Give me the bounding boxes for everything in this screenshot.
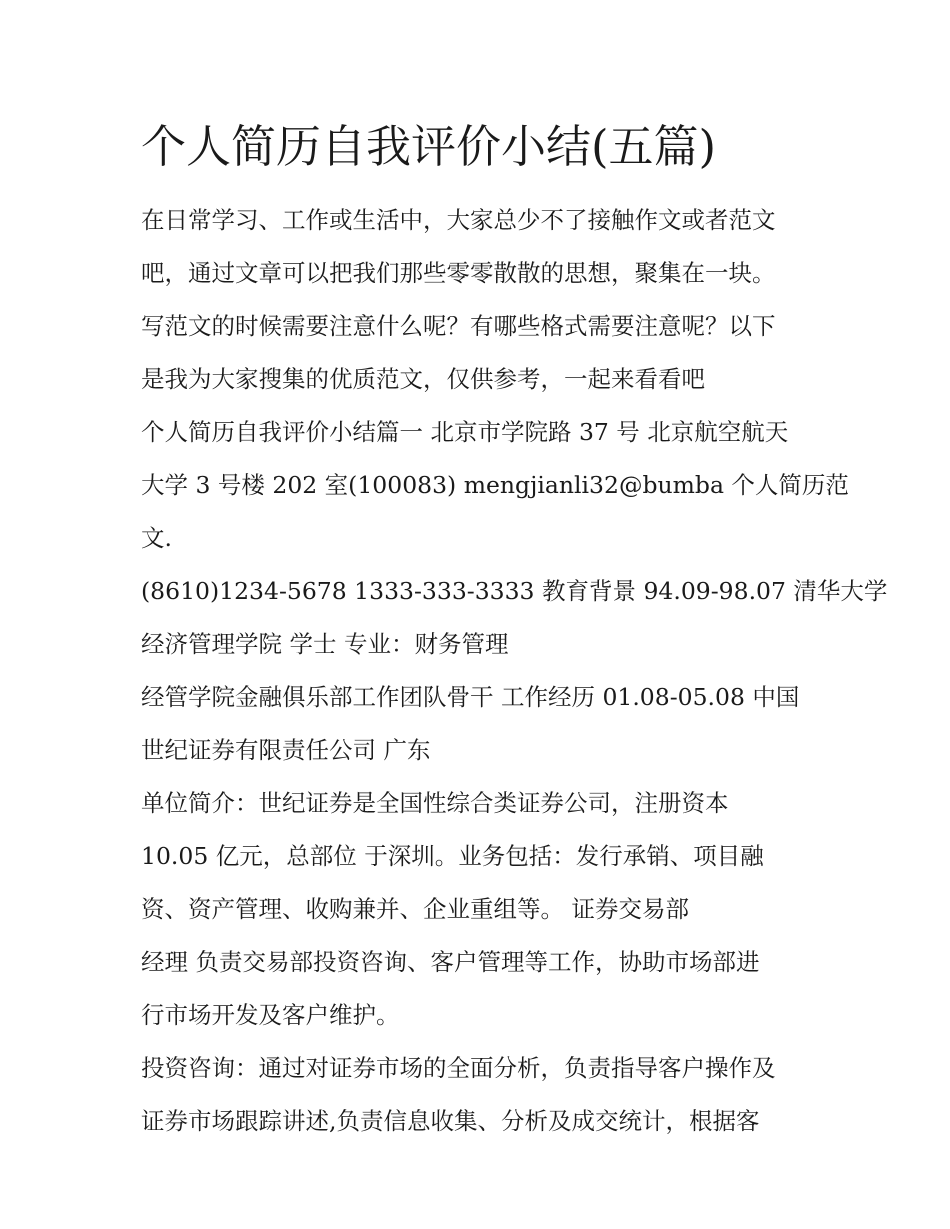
body-line: 单位简介：世纪证券是全国性综合类证券公司，注册资本: [141, 789, 729, 817]
body-line: 经理 负责交易部投资咨询、客户管理等工作，协助市场部进: [141, 948, 760, 976]
body-line: 吧，通过文章可以把我们那些零零散散的思想，聚集在一块。: [141, 259, 776, 287]
document-page: [141, 112, 888, 1148]
body-line: 资、资产管理、收购兼并、企业重组等。 证券交易部: [141, 895, 689, 923]
body-line: 个人简历自我评价小结篇一 北京市学院路 37 号 北京航空航天: [141, 418, 789, 446]
body-line: 在日常学习、工作或生活中，大家总少不了接触作文或者范文: [141, 206, 776, 234]
body-line: 写范文的时候需要注意什么呢？有哪些格式需要注意呢？以下: [141, 312, 776, 340]
body-line: 大学 3 号楼 202 室(100083) mengjianli32@bumba 个人简历范: [141, 471, 849, 499]
body-line: (8610)1234-5678 1333-333-3333 教育背景 94.09-98.07 清华大学: [141, 577, 888, 605]
body-line: 是我为大家搜集的优质范文，仅供参考，一起来看看吧: [141, 365, 705, 393]
body-line: 文.: [141, 524, 172, 552]
body-line: 证券市场跟踪讲述,负责信息收集、分析及成交统计，根据客: [141, 1107, 760, 1135]
document-body: [141, 194, 888, 1148]
body-line: 世纪证券有限责任公司 广东: [141, 736, 431, 764]
body-line: 投资咨询：通过对证券市场的全面分析，负责指导客户操作及: [141, 1054, 776, 1082]
body-line: 行市场开发及客户维护。: [141, 1001, 400, 1029]
document-title: 个人简历自我评价小结(五篇): [141, 120, 717, 173]
body-line: 10.05 亿元，总部位 于深圳。业务包括：发行承销、项目融: [141, 842, 764, 870]
body-line: 经管学院金融俱乐部工作团队骨干 工作经历 01.08-05.08 中国: [141, 683, 800, 711]
body-line: 经济管理学院 学士 专业：财务管理: [141, 630, 509, 658]
